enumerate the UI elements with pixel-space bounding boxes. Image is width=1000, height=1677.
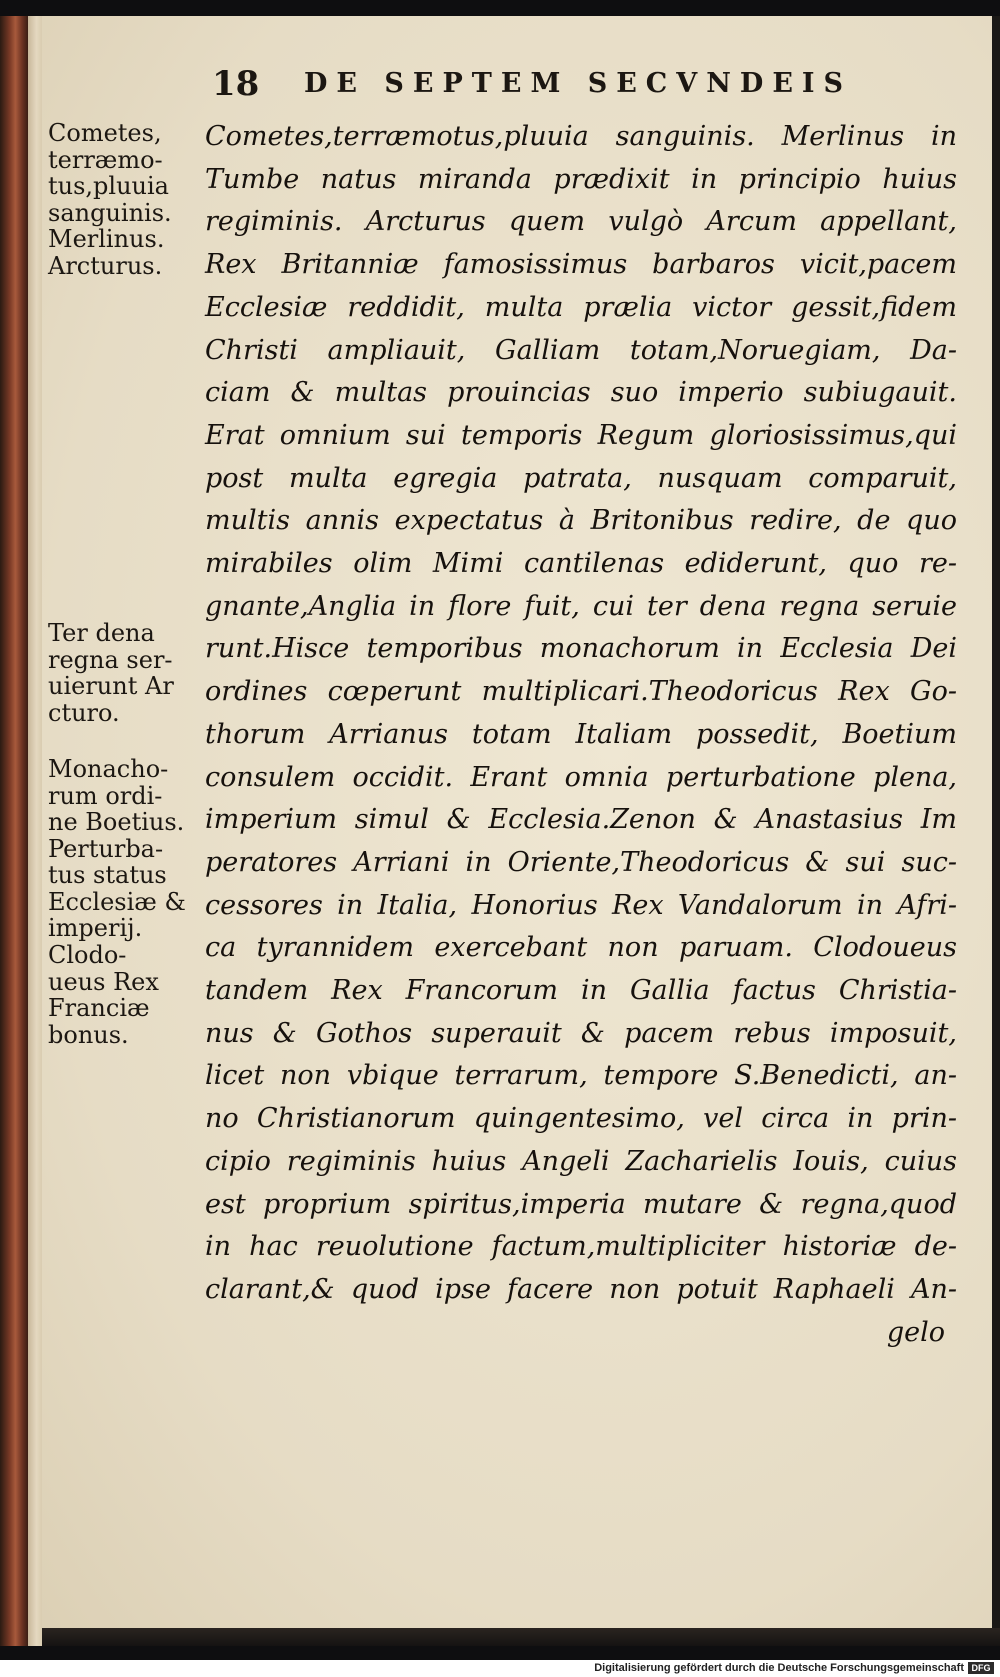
margin-note-line: Franciæ — [48, 994, 150, 1022]
book-spine — [0, 16, 28, 1646]
margin-note-line: tus,pluuia — [48, 172, 169, 200]
main-text-block — [205, 116, 957, 1354]
margin-note-line: bonus. — [48, 1020, 129, 1049]
text-line: tandem Rex Francorum in Gallia factus Christia- — [205, 975, 957, 1007]
margin-note-line: Monacho- — [48, 755, 169, 783]
margin-note-group — [48, 620, 174, 726]
margin-note-line: cturo. — [48, 698, 120, 727]
text-line: consulem occidit. Erant omnia perturbatione plena, — [205, 761, 957, 793]
text-line: ciam & multas prouincias suo imperio subiugauit. — [205, 377, 957, 409]
margin-note-line: ueus Rex — [48, 967, 159, 996]
margin-note-group — [48, 942, 159, 1048]
margin-note-group — [48, 756, 186, 942]
page-number: 18 — [212, 64, 260, 104]
catchword: gelo — [886, 1316, 945, 1348]
text-line: cipio regiminis huius Angeli Zacharielis Iouis, cuius — [205, 1145, 957, 1177]
text-line: imperium simul & Ecclesia.Zenon & Anastasius Im — [205, 804, 957, 836]
text-line: post multa egregia patrata, nusquam comparuit, — [205, 462, 957, 494]
text-line: Ecclesiæ reddidit, multa prælia victor gessit,fidem — [205, 291, 957, 323]
page-bottom-shadow — [42, 1628, 1000, 1646]
margin-note-line: terræmo- — [48, 145, 163, 174]
text-line: multis annis expectatus à Britonibus redire, de quo — [205, 505, 957, 537]
margin-note-line: tus status — [48, 861, 167, 889]
text-line: mirabiles olim Mimi cantilenas ediderunt, quo re- — [205, 548, 957, 580]
text-line: regiminis. Arcturus quem vulgò Arcum appellant, — [205, 206, 957, 238]
text-line: in hac reuolutione factum,multipliciter historiæ de- — [205, 1231, 957, 1263]
text-line: Tumbe natus miranda prædixit in principio huius — [205, 163, 957, 195]
margin-note-line: Arcturus. — [48, 251, 163, 280]
text-line: licet non vbique terrarum, tempore S.Benedicti, an- — [205, 1060, 957, 1092]
running-head — [200, 64, 920, 110]
text-line: gnante,Anglia in flore fuit, cui ter dena regna seruie — [205, 590, 957, 622]
margin-note-line: Cometes, — [48, 119, 162, 147]
dfg-logo: DFG — [968, 1662, 994, 1674]
text-line: thorum Arrianus totam Italiam possedit, Boetium — [205, 718, 957, 750]
text-line: ordines cœperunt multiplicari.Theodoricus Rex Go- — [205, 676, 957, 708]
text-line: peratores Arriani in Oriente,Theodoricus & sui suc- — [205, 846, 957, 878]
text-line: Erat omnium sui temporis Regum gloriosissimus,qui — [205, 419, 957, 451]
text-line: ca tyrannidem exercebant non paruam. Clodoueus — [205, 932, 957, 964]
text-line: nus & Gothos superauit & pacem rebus imposuit, — [205, 1017, 957, 1049]
text-line: Rex Britanniæ famosissimus barbaros vicit,pacem — [205, 249, 957, 281]
running-title: DE SEPTEM SECVNDEIS — [304, 68, 853, 99]
text-line: clarant,& quod ipse facere non potuit Raphaeli An- — [205, 1273, 957, 1305]
margin-note-line: Ecclesiæ & — [48, 887, 186, 916]
margin-note-line: Ter dena — [48, 619, 155, 647]
text-line: Christi ampliauit, Galliam totam,Noruegiam, Da- — [205, 334, 957, 366]
footer-bar — [0, 1660, 1000, 1677]
margin-note-line: Merlinus. — [48, 225, 165, 253]
margin-note-line: ne Boetius. — [48, 808, 185, 836]
margin-note-line: imperij. — [48, 914, 143, 942]
text-line: cessores in Italia, Honorius Rex Vandalorum in Afri- — [205, 889, 957, 921]
page-gutter — [28, 16, 42, 1646]
text-line: est proprium spiritus,imperia mutare & regna,quod — [205, 1188, 957, 1220]
margin-note-line: Perturba- — [48, 834, 164, 863]
margin-note-group — [48, 120, 172, 279]
text-line: Cometes,terræmotus,pluuia sanguinis. Merlinus in — [205, 121, 957, 152]
page-right-shadow — [992, 16, 1000, 1628]
margin-note-line: sanguinis. — [48, 198, 172, 227]
text-line: runt.Hisce temporibus monachorum in Ecclesia Dei — [205, 633, 957, 665]
margin-note-line: regna ser- — [48, 645, 173, 674]
text-line: no Christianorum quingentesimo, vel circa in prin- — [205, 1103, 957, 1135]
funding-credit: Digitalisierung gefördert durch die Deutsche Forschungsgemeinschaft — [594, 1662, 964, 1674]
margin-note-line: uierunt Ar — [48, 672, 174, 700]
margin-note-line: Clodo- — [48, 941, 127, 969]
margin-note-line: rum ordi- — [48, 781, 163, 810]
